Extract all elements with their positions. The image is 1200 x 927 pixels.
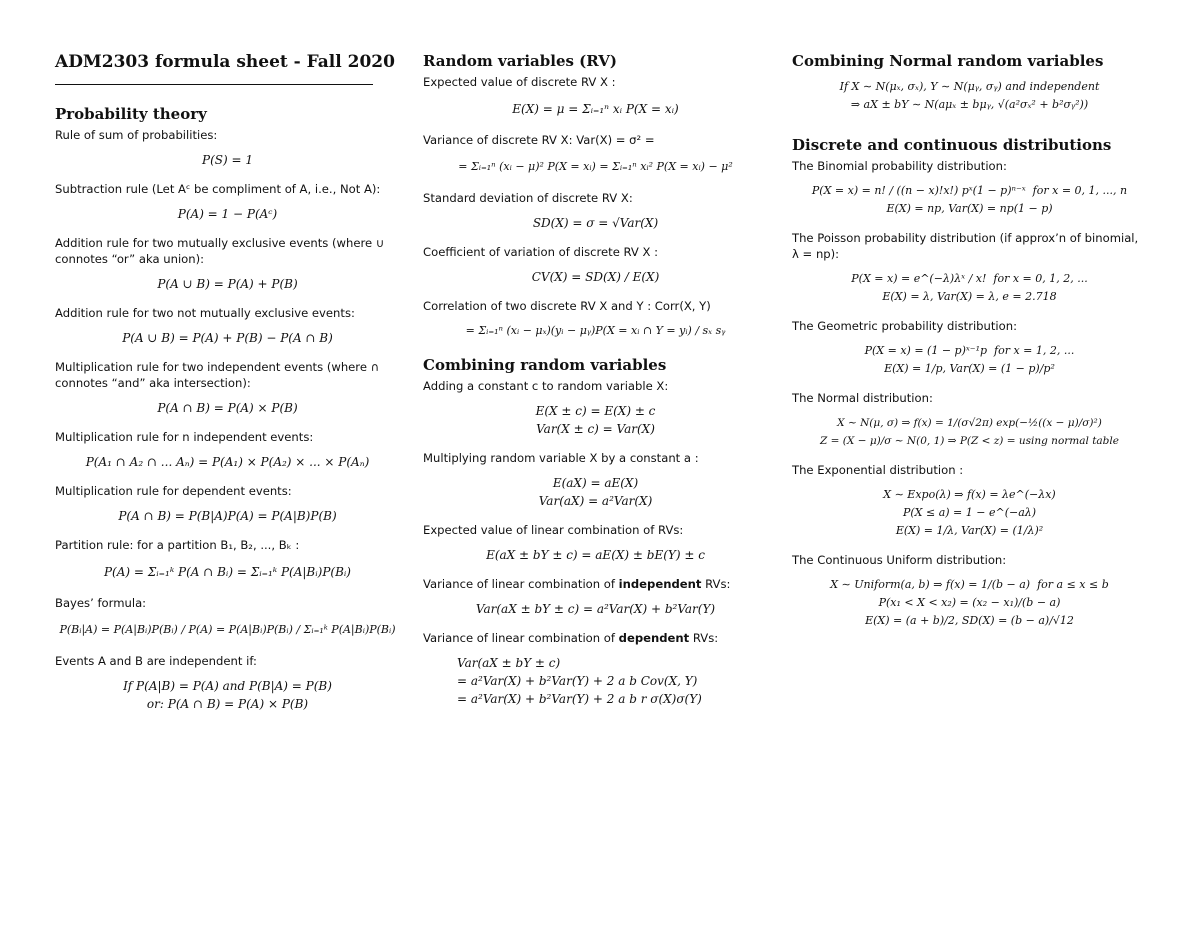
formula: E(X) = μ = Σᵢ₌₁ⁿ xᵢ P(X = xᵢ) [512,102,679,116]
formula: Var(aX ± bY ± c) = a²Var(X) + b²Var(Y) + 2 a b Cov(X, Y) = a²Var(X) + b²Var(Y) + 2 a b r σ(X)σ(Y) [457,656,702,706]
rule-text-part: Variance of linear combination of [423,577,619,591]
formula: P(A₁ ∩ A₂ ∩ ... Aₙ) = P(A₁) × P(A₂) × ... × P(Aₙ) [85,455,370,469]
rule-text-emphasis: independent [618,577,702,591]
rule-text: Addition rule for two mutually exclusive events (where ∪ connotes “or” aka union): [55,236,385,266]
rule-text: Bayes’ formula: [55,596,147,610]
formula: CV(X) = SD(X) / E(X) [531,270,660,284]
rule-text-emphasis: dependent [618,631,690,645]
rule-text: Rule of sum of probabilities: [55,128,218,142]
rule-text: The Geometric probability distribution: [792,319,1017,333]
rule-text: The Binomial probability distribution: [792,159,1007,173]
formula: P(X = x) = n! / ((n − x)!x!) pˣ(1 − p)ⁿ⁻ˣ for x = 0, 1, ..., n E(X) = np, Var(X) = np(1 − p) [811,184,1128,215]
title-rule [55,84,373,85]
rule-text [423,576,768,592]
rule-text: Adding a constant c to random variable X: [423,379,669,393]
rule-text: The Normal distribution: [792,391,933,405]
formula: = Σᵢ₌₁ⁿ (xᵢ − μ)² P(X = xᵢ) = Σᵢ₌₁ⁿ xᵢ² P(X = xᵢ) − μ² [458,160,733,173]
heading-combining-random-variables: Combining random variables [423,356,667,374]
rule-text: Variance of discrete RV X: Var(X) = σ² = [423,133,655,147]
formula: If X ∼ N(μₓ, σₓ), Y ∼ N(μᵧ, σᵧ) and independent ⇒ aX ± bY ∼ N(aμₓ ± bμᵧ, √(a²σₓ² + b²σᵧ²)) [839,80,1100,111]
formula: E(aX) = aE(X) Var(aX) = a²Var(X) [538,476,653,508]
rule-text: Events A and B are independent if: [55,654,257,668]
formula: X ∼ Expo(λ) ⇒ f(x) = λe^(−λx) P(X ≤ a) = 1 − e^(−aλ) E(X) = 1/λ, Var(X) = (1/λ)² [883,488,1056,537]
heading-combining-normal: Combining Normal random variables [792,52,1104,70]
rule-text-part: Variance of linear combination of [423,631,619,645]
rule-text-part: RVs: [689,631,719,645]
formula: X ∼ N(μ, σ) ⇒ f(x) = 1/(σ√2π) exp(−½((x − μ)/σ)²) Z = (X − μ)/σ ∼ N(0, 1) ⇒ P(Z < z) = using normal table [820,417,1119,447]
formula: P(S) = 1 [202,153,253,167]
rule-text: Subtraction rule (Let Aᶜ be compliment of A, i.e., Not A): [55,182,381,196]
rule-text: Partition rule: for a partition B₁, B₂, ..., Bₖ : [55,538,300,552]
formula: X ∼ Uniform(a, b) ⇒ f(x) = 1/(b − a) for a ≤ x ≤ b P(x₁ < X < x₂) = (x₂ − x₁)/(b − a) E(X) = (a + b)/2, SD(X) = (b − a)/√12 [830,578,1109,627]
heading-probability-theory: Probability theory [55,105,207,123]
rule-text: The Poisson probability distribution (if approx’n of binomial, λ = np): [792,231,1139,261]
heading-distributions: Discrete and continuous distributions [792,136,1112,154]
rule-text: Correlation of two discrete RV X and Y : Corr(X, Y) [423,299,711,313]
formula: P(A ∪ B) = P(A) + P(B) [157,277,298,291]
formula: = Σᵢ₌₁ⁿ (xᵢ − μₓ)(yᵢ − μᵧ)P(X = xᵢ ∩ Y = yᵢ) / sₓ sᵧ [465,324,726,337]
rule-text: Coefficient of variation of discrete RV X : [423,245,659,259]
formula: P(X = x) = e^(−λ)λˣ / x! for x = 0, 1, 2, ... E(X) = λ, Var(X) = λ, e = 2.718 [851,272,1088,303]
column-random-variables [423,52,768,720]
formula: P(X = x) = (1 − p)ˣ⁻¹p for x = 1, 2, ... E(X) = 1/p, Var(X) = (1 − p)/p² [864,344,1075,375]
rule-text: The Continuous Uniform distribution: [792,553,1007,567]
rule-text: Multiplication rule for n independent events: [55,430,314,444]
formula: P(Bᵢ|A) = P(A|Bᵢ)P(Bᵢ) / P(A) = P(A|Bᵢ)P(Bᵢ) / Σᵢ₌₁ᵏ P(A|Bᵢ)P(Bᵢ) [59,623,396,636]
formula: Var(aX ± bY ± c) = a²Var(X) + b²Var(Y) [475,602,716,616]
rule-text: Multiplication rule for dependent events: [55,484,292,498]
rule-text: The Exponential distribution : [792,463,964,477]
formula: E(X ± c) = E(X) ± c Var(X ± c) = Var(X) [535,404,656,436]
formula: P(A ∩ B) = P(B|A)P(A) = P(A|B)P(B) [118,509,337,523]
formula: P(A ∪ B) = P(A) + P(B) − P(A ∩ B) [122,331,333,345]
formula: SD(X) = σ = √Var(X) [532,216,659,230]
column-distributions [792,52,1147,642]
heading-random-variables: Random variables (RV) [423,52,617,70]
sheet-title: ADM2303 formula sheet - Fall 2020 [55,52,395,72]
rule-text: Expected value of discrete RV X : [423,75,616,89]
rule-text: Standard deviation of discrete RV X: [423,191,633,205]
formula: If P(A|B) = P(A) and P(B|A) = P(B) or: P(A ∩ B) = P(A) × P(B) [123,679,332,711]
formula: E(aX ± bY ± c) = aE(X) ± bE(Y) ± c [486,548,705,562]
rule-text: Addition rule for two not mutually exclusive events: [55,306,355,320]
rule-text: Multiplying random variable X by a constant a : [423,451,699,465]
formula: P(A) = 1 − P(Aᶜ) [177,207,278,221]
rule-text: Multiplication rule for two independent events (where ∩ connotes “and” aka intersection): [55,360,380,390]
formula: P(A ∩ B) = P(A) × P(B) [157,401,298,415]
formula: P(A) = Σᵢ₌₁ᵏ P(A ∩ Bᵢ) = Σᵢ₌₁ᵏ P(A|Bᵢ)P(Bᵢ) [103,565,351,579]
rule-text: Expected value of linear combination of RVs: [423,523,684,537]
column-probability [55,52,400,725]
rule-text-part: RVs: [701,577,731,591]
rule-text [423,630,768,646]
